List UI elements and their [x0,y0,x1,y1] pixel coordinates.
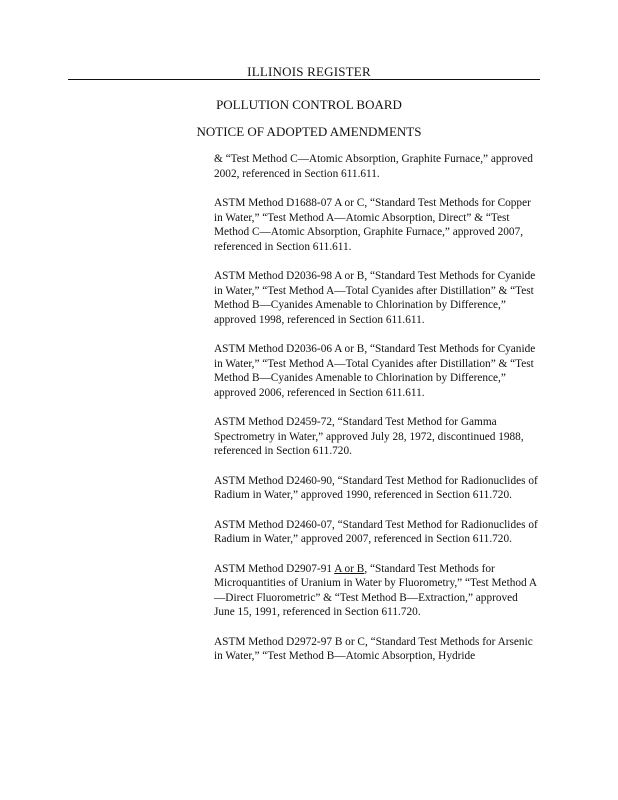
reference-entry: ASTM Method D2460-90, “Standard Test Method for Radionuclides of Radium in Water,” approved 1990, referenced in Section 611.720. [214,474,538,501]
reference-entry: & “Test Method C—Atomic Absorption, Graphite Furnace,” approved 2002, referenced in Section 611.611. [214,153,533,180]
entry-text-before: ASTM Method D2907-91 [214,562,335,575]
reference-entry: ASTM Method D2460-07, “Standard Test Method for Radionuclides of Radium in Water,” approved 2007, referenced in Section 611.720. [214,518,538,545]
register-title: ILLINOIS REGISTER [247,64,371,79]
reference-entry: ASTM Method D1688-07 A or C, “Standard Test Methods for Copper in Water,” “Test Method A—Atomic Absorption, Direct” & “Test Method C—Atomic Absorption, Graphite Furnace,” approved 2007, referenced in Section 611.611. [214,197,531,253]
notice-title: NOTICE OF ADOPTED AMENDMENTS [196,124,422,139]
underlined-insertion: A or B [334,562,365,575]
reference-entry: ASTM Method D2036-98 A or B, “Standard Test Methods for Cyanide in Water,” “Test Method A—Total Cyanides after Distillation” & “Test Method B—Cyanides Amenable to Chlorination by Difference,” approved 1998, referenced in Section 611.611. [214,270,536,326]
header-rule [68,79,540,80]
reference-entry: ASTM Method D2972-97 B or C, “Standard Test Methods for Arsenic in Water,” “Test Method B—Atomic Absorption, Hydride [214,635,533,662]
reference-entry: ASTM Method D2459-72, “Standard Test Method for Gamma Spectrometry in Water,” approved July 28, 1972, discontinued 1988, referenced in Section 611.720. [214,416,524,457]
reference-list [214,152,540,679]
reference-entry [214,562,540,620]
entry-text-after: , “Standard Test Methods for Microquantities of Uranium in Water by Fluorometry,” “Test Method A—Direct Fluorometric” & “Test Method B—Extraction,” approved June 15, 1991, referenced in Section 611.720. [214,562,538,618]
board-name: POLLUTION CONTROL BOARD [216,97,402,112]
reference-entry: ASTM Method D2036-06 A or B, “Standard Test Methods for Cyanide in Water,” “Test Method A—Total Cyanides after Distillation” & “Test Method B—Cyanides Amenable to Chlorination by Difference,” approved 2006, referenced in Section 611.611. [214,343,536,399]
